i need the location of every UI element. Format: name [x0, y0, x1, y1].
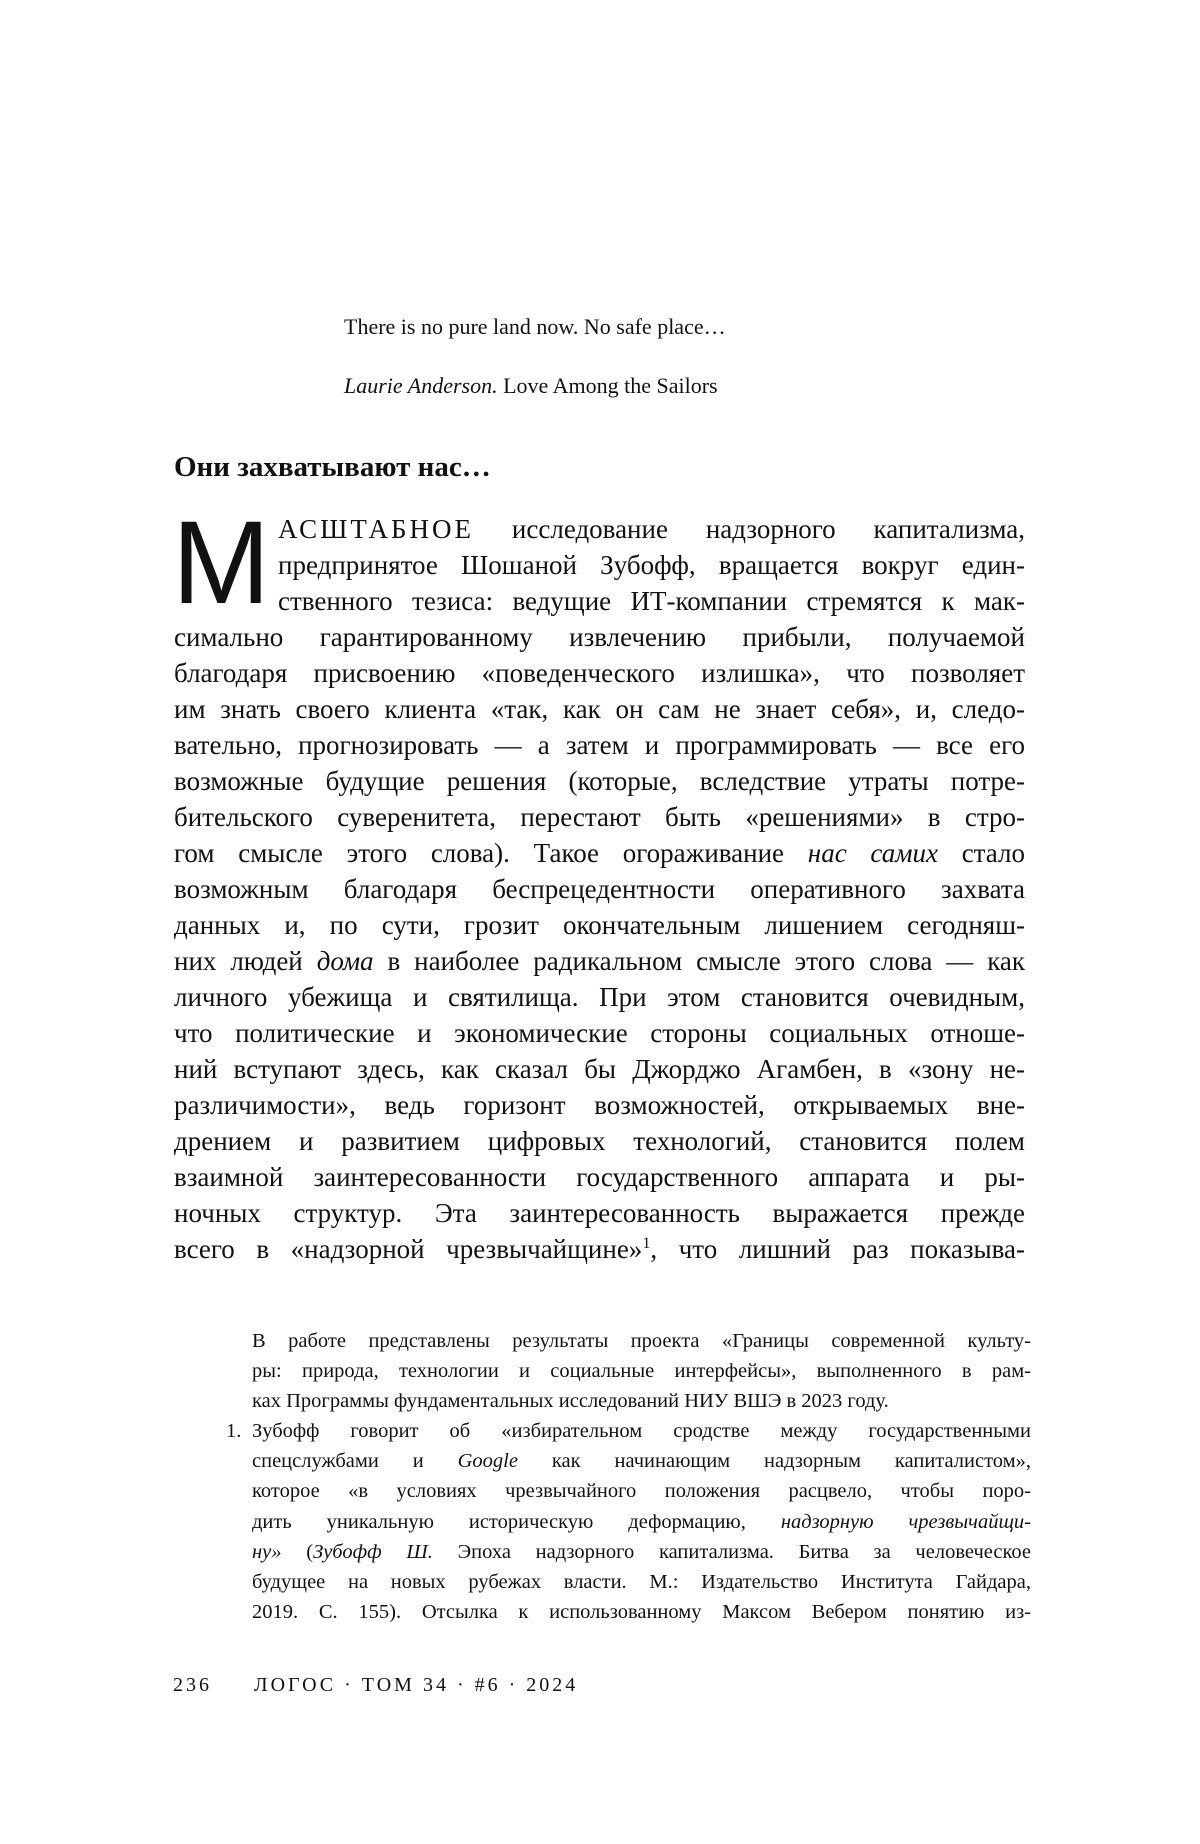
text-segment: различимости», ведь горизонт возможностей, открываемых вне-: [174, 1090, 1025, 1120]
text-segment: ках Программы фундаментальных исследований НИУ ВШЭ в 2023 году.: [252, 1390, 889, 1413]
body-line: [174, 979, 1025, 1015]
text-segment: которое «в условиях чрезвычайного положения расцвело, чтобы поро-: [252, 1480, 1031, 1503]
page-number: 236: [173, 1674, 212, 1696]
body-line: [174, 799, 1025, 835]
footnote-line: [252, 1537, 1031, 1567]
footnote-ref[interactable]: 1: [642, 1234, 651, 1252]
text-segment: Зубофф говорит об «избирательном сродстве между государственными: [252, 1420, 1031, 1443]
body-line: [174, 1231, 1025, 1267]
epigraph-attribution: [344, 372, 718, 400]
section-heading: Они захватывают нас…: [174, 451, 491, 483]
drop-cap: М: [172, 497, 271, 629]
text-segment: В работе представлены результаты проекта «Границы современной культу-: [252, 1330, 1031, 1352]
body-line: [174, 1015, 1025, 1051]
italic-text: надзорную чрезвычайщи-: [780, 1510, 1031, 1533]
body-line: [174, 1195, 1025, 1231]
text-segment: АСШТАБНОЕ: [278, 514, 475, 544]
footnote-line: [252, 1356, 1031, 1386]
body-line: [174, 1123, 1025, 1159]
text-segment: дрением и развитием цифровых технологий, становится полем: [174, 1126, 1025, 1156]
text-segment: будущее на новых рубежах власти. М.: Издательство Института Гайдара,: [252, 1570, 1031, 1593]
body-line: [174, 835, 1025, 871]
footnote-line: [226, 1416, 1031, 1446]
body-line: [174, 943, 1025, 979]
text-segment: благодаря присвоению «поведенческого излишка», что позволяет: [174, 658, 1025, 688]
footnote-line: [252, 1446, 1031, 1476]
footnote-line: [252, 1386, 1031, 1416]
footnote-line: [252, 1567, 1031, 1597]
text-segment: спецслужбами и: [252, 1450, 458, 1473]
text-segment: взаимной заинтересованности государственного аппарата и ры-: [174, 1162, 1025, 1192]
text-segment: ры: природа, технологии и социальные интерфейсы», выполненного в рам-: [252, 1360, 1031, 1383]
epigraph-quote: There is no pure land now. No safe place…: [344, 314, 726, 339]
text-segment: исследование надзорного капитализма,: [474, 514, 1025, 544]
text-segment: симально гарантированному извлечению прибыли, получаемой: [174, 622, 1025, 652]
running-footer: ЛОГОС · ТОМ 34 · #6 · 2024: [254, 1674, 579, 1696]
body-text: [174, 511, 1025, 1267]
footnote-line: [252, 1326, 1031, 1356]
epigraph-work: Love Among the Sailors: [503, 373, 718, 398]
text-segment: 2019. С. 155). Отсылка к использованному Максом Вебером понятию из-: [252, 1600, 1031, 1623]
text-segment: гом смысле этого слова). Такое огораживание: [174, 838, 808, 868]
body-line: [174, 619, 1025, 655]
body-line: [174, 691, 1025, 727]
body-line: [174, 1051, 1025, 1087]
text-segment: (: [281, 1540, 314, 1563]
text-segment: данных и, по сути, грозит окончательным лишением сегодняш-: [174, 910, 1025, 940]
body-line: [278, 511, 1025, 547]
text-segment: всего в «надзорной чрезвычайщине»: [174, 1234, 643, 1264]
body-line: [174, 871, 1025, 907]
body-line: [174, 1087, 1025, 1123]
italic-text: Зубофф Ш.: [313, 1540, 433, 1563]
body-line: [278, 547, 1025, 583]
text-segment: возможные будущие решения (которые, вследствие утраты потре-: [174, 766, 1025, 796]
footnote-line: [252, 1597, 1031, 1627]
footnotes: [226, 1326, 1031, 1627]
body-line: [174, 655, 1025, 691]
text-segment: личного убежища и святилища. При этом становится очевидным,: [174, 982, 1025, 1012]
italic-text: дома: [316, 946, 374, 976]
footnote-line: [252, 1507, 1031, 1537]
text-segment: ночных структур. Эта заинтересованность выражается прежде: [174, 1198, 1025, 1228]
text-segment: возможным благодаря беспрецедентности оперативного захвата: [174, 874, 1025, 904]
body-line: [174, 727, 1025, 763]
text-segment: ственного тезиса: ведущие ИТ-компании стремятся к мак-: [278, 586, 1025, 616]
body-line: [278, 583, 1025, 619]
text-segment: ний вступают здесь, как сказал бы Джорджо Агамбен, в «зону не-: [174, 1054, 1025, 1084]
text-segment: что политические и экономические стороны социальных отноше-: [174, 1018, 1025, 1048]
body-line: [174, 1159, 1025, 1195]
text-segment: Эпоха надзорного капитализма. Битва за человеческое: [432, 1540, 1031, 1563]
text-segment: , что лишний раз показыва-: [650, 1234, 1025, 1264]
italic-text: нас самих: [807, 838, 938, 868]
text-segment: стало: [937, 838, 1026, 868]
body-line: [174, 763, 1025, 799]
text-segment: них людей: [174, 946, 317, 976]
text-segment: им знать своего клиента «так, как он сам не знает себя», и, следо-: [174, 694, 1025, 724]
text-segment: предпринятое Шошаной Зубофф, вращается вокруг един-: [278, 550, 1025, 580]
epigraph-author: Laurie Anderson.: [344, 373, 498, 398]
footnote-number: 1.: [226, 1420, 242, 1443]
body-line: [174, 907, 1025, 943]
text-segment: в наиболее радикальном смысле этого слова — как: [373, 946, 1026, 976]
italic-text: Google: [457, 1450, 518, 1473]
text-segment: бительского суверенитета, перестают быть «решениями» в стро-: [174, 802, 1025, 832]
text-segment: вательно, прогнозировать — а затем и программировать — все его: [174, 730, 1025, 760]
italic-text: ну»: [252, 1540, 282, 1563]
text-segment: как начинающим надзорным капиталистом»,: [517, 1450, 1031, 1473]
text-segment: дить уникальную историческую деформацию,: [252, 1510, 781, 1533]
footnote-line: [252, 1476, 1031, 1506]
